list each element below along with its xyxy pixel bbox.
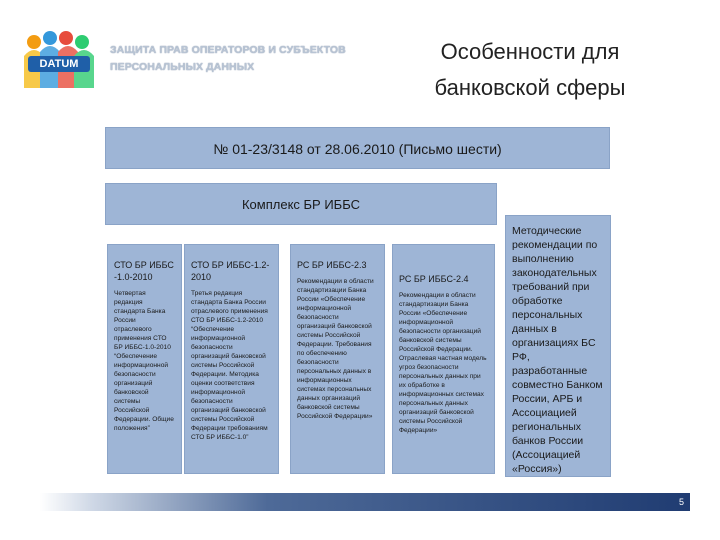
column-description: Рекомендации в области стандартизации Банка России «Обеспечение информационной безопасности организаций банковской системы Российской Федерации. Отраслевая частная модель угроз безопасности персональных данных при их обработке в информационных системах персональных данных организаций банковской системы Российской Федерации»	[399, 292, 487, 434]
complex-standards-bar: Комплекс БР ИББС	[105, 183, 497, 225]
methodology-recommendations: Методические рекомендации по выполнению законодательных требований при обработке персональных данных в организациях БС РФ, разработанные совместно Банком России, АРБ и Ассоциацией региональных банков России (Ассоциацией «Россия»)	[505, 215, 611, 477]
column-heading: СТО БР ИББС -1.0-2010	[114, 260, 174, 282]
footer-bar	[40, 493, 690, 511]
logo-text: DATUM	[39, 58, 79, 70]
brand-line-1: ЗАЩИТА ПРАВ ОПЕРАТОРОВ И СУБЪЕКТОВ	[110, 44, 346, 56]
slide-title	[400, 34, 660, 106]
column-description: Третья редакция стандарта Банка России отраслевого применения СТО БР ИББС-1.2-2010 “Обеспечение информационной безопасности организаций банковской системы Российской Федерации. Методика оценки соответствия информационной безопасности организаций банковской системы Российской Федерации требованиям СТО БР ИББС-1.0”	[191, 290, 268, 441]
standard-column-3	[290, 244, 385, 474]
column-heading: РС БР ИББС-2.4	[399, 274, 469, 284]
letter-reference-bar: № 01-23/3148 от 28.06.2010 (Письмо шести)	[105, 127, 610, 169]
slide-title-line-2: банковской сферы	[434, 75, 626, 100]
slide-title-line-1: Особенности для	[440, 39, 620, 64]
standard-column-2	[184, 244, 279, 474]
column-description: Рекомендации в области стандартизации Банка России «Обеспечение информационной безопасности организаций банковской системы Российской Федерации. Требования по обеспечению безопасности персональных данных в информационных системах персональных данных организаций банковской системы Российской Федерации»	[297, 278, 374, 420]
datum-logo	[20, 30, 98, 94]
page-number: 5	[678, 497, 684, 507]
standard-column-1	[107, 244, 182, 474]
brand-line-2: ПЕРСОНАЛЬНЫХ ДАННЫХ	[110, 61, 255, 73]
column-description: Четвертая редакция стандарта Банка России отраслевого применения СТО БР ИББС-1.0-2010 “Обеспечение информационной безопасности организаций банковской системы Российской Федерации. Общие положения”	[114, 290, 174, 432]
column-heading: СТО БР ИББС-1.2-2010	[191, 260, 270, 282]
standard-column-4	[392, 244, 495, 474]
column-heading: РС БР ИББС-2.3	[297, 260, 367, 270]
brand-tagline	[110, 42, 380, 76]
